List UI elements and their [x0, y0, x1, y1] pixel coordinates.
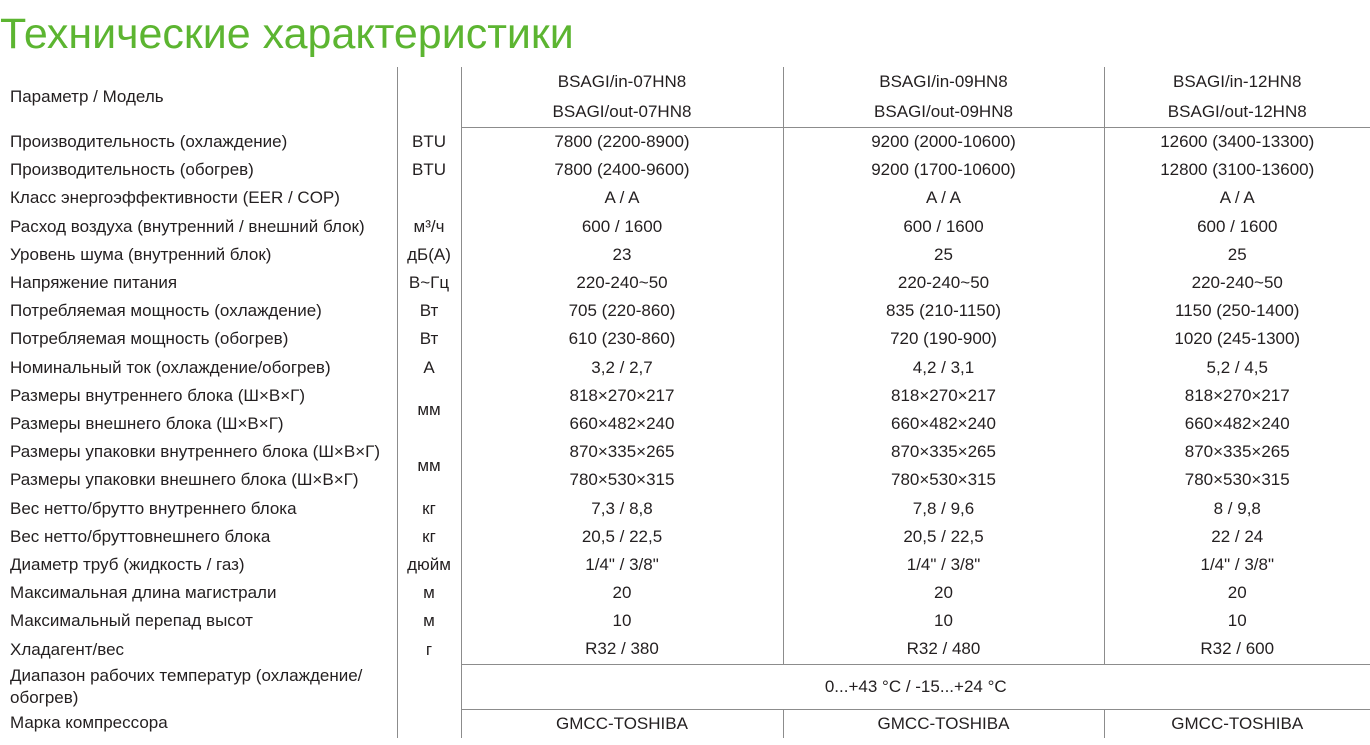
row-unit [397, 184, 461, 212]
model-2-indoor: BSAGI/in-09HN8 [783, 67, 1104, 97]
row-value-model-2: 1/4" / 3/8" [783, 551, 1104, 579]
table-row [0, 494, 1370, 522]
row-value-model-1: 20 [461, 579, 783, 607]
table-row [0, 579, 1370, 607]
row-value-model-3: 25 [1104, 241, 1370, 269]
table-row [0, 607, 1370, 635]
row-unit: Вт [397, 297, 461, 325]
row-value-model-3: 1020 (245-1300) [1104, 325, 1370, 353]
row-value-model-3: 12800 (3100-13600) [1104, 156, 1370, 184]
table-row [0, 466, 1370, 494]
row-value-model-1: 705 (220-860) [461, 297, 783, 325]
row-unit: мм [397, 382, 461, 438]
row-param: Расход воздуха (внутренний / внешний блок) [10, 216, 365, 236]
row-value-model-1: 600 / 1600 [461, 213, 783, 241]
row-value-model-2: R32 / 480 [783, 635, 1104, 664]
table-row [0, 297, 1370, 325]
row-unit: мм [397, 438, 461, 494]
compressor-value-model-3: GMCC-TOSHIBA [1104, 709, 1370, 738]
row-value-model-2: 835 (210-1150) [783, 297, 1104, 325]
row-param: Класс энергоэффективности (EER / COP) [10, 188, 340, 208]
row-value-model-1: 220-240~50 [461, 269, 783, 297]
table-row [0, 241, 1370, 269]
compressor-value-model-2: GMCC-TOSHIBA [783, 709, 1104, 738]
compressor-row [0, 709, 1370, 738]
table-row [0, 523, 1370, 551]
row-param: Производительность (охлаждение) [10, 131, 288, 151]
row-value-model-3: 220-240~50 [1104, 269, 1370, 297]
row-unit: г [397, 635, 461, 664]
row-value-model-3: A / A [1104, 184, 1370, 212]
table-row [0, 635, 1370, 664]
row-value-model-2: 10 [783, 607, 1104, 635]
row-value-model-1: 20,5 / 22,5 [461, 523, 783, 551]
header-param-label: Параметр / Модель [10, 87, 164, 107]
row-param: Потребляемая мощность (охлаждение) [10, 301, 322, 321]
spec-table [0, 67, 1370, 738]
table-row [0, 438, 1370, 466]
row-value-model-3: 1/4" / 3/8" [1104, 551, 1370, 579]
row-value-model-1: 610 (230-860) [461, 325, 783, 353]
table-row [0, 156, 1370, 184]
temp-range-row [0, 664, 1370, 709]
row-value-model-1: 3,2 / 2,7 [461, 354, 783, 382]
row-value-model-2: A / A [783, 184, 1104, 212]
row-value-model-3: 1150 (250-1400) [1104, 297, 1370, 325]
row-value-model-3: 22 / 24 [1104, 523, 1370, 551]
row-value-model-2: 720 (190-900) [783, 325, 1104, 353]
row-unit: Вт [397, 325, 461, 353]
row-unit: кг [397, 494, 461, 522]
table-row [0, 128, 1370, 157]
row-value-model-1: 7800 (2200-8900) [461, 128, 783, 157]
row-value-model-2: 25 [783, 241, 1104, 269]
model-3-indoor: BSAGI/in-12HN8 [1104, 67, 1370, 97]
row-value-model-3: 10 [1104, 607, 1370, 635]
table-row [0, 269, 1370, 297]
header-unit-cell [397, 67, 461, 128]
row-value-model-1: 7,3 / 8,8 [461, 494, 783, 522]
row-value-model-1: 10 [461, 607, 783, 635]
row-param: Размеры внутреннего блока (Ш×В×Г) [10, 385, 306, 405]
row-param: Размеры внешнего блока (Ш×В×Г) [10, 413, 284, 433]
row-param: Хладагент/вес [10, 639, 125, 659]
row-unit: BTU [397, 128, 461, 157]
row-value-model-1: 780×530×315 [461, 466, 783, 494]
row-unit: А [397, 354, 461, 382]
page-title: Технические характеристики [0, 10, 574, 58]
row-value-model-3: 20 [1104, 579, 1370, 607]
row-value-model-1: 870×335×265 [461, 438, 783, 466]
row-value-model-3: 870×335×265 [1104, 438, 1370, 466]
row-value-model-2: 818×270×217 [783, 382, 1104, 410]
row-value-model-1: R32 / 380 [461, 635, 783, 664]
row-value-model-1: 1/4" / 3/8" [461, 551, 783, 579]
row-value-model-3: 8 / 9,8 [1104, 494, 1370, 522]
row-unit: дюйм [397, 551, 461, 579]
table-row [0, 410, 1370, 438]
row-value-model-1: 660×482×240 [461, 410, 783, 438]
table-row [0, 551, 1370, 579]
row-param: Производительность (обогрев) [10, 160, 254, 180]
row-unit: В~Гц [397, 269, 461, 297]
row-value-model-1: A / A [461, 184, 783, 212]
row-param: Номинальный ток (охлаждение/обогрев) [10, 357, 331, 377]
row-value-model-2: 20,5 / 22,5 [783, 523, 1104, 551]
row-param: Уровень шума (внутренний блок) [10, 244, 272, 264]
row-unit: м³/ч [397, 213, 461, 241]
row-value-model-3: 818×270×217 [1104, 382, 1370, 410]
row-value-model-1: 23 [461, 241, 783, 269]
row-value-model-2: 600 / 1600 [783, 213, 1104, 241]
row-value-model-1: 7800 (2400-9600) [461, 156, 783, 184]
row-value-model-3: 600 / 1600 [1104, 213, 1370, 241]
row-param: Потребляемая мощность (обогрев) [10, 329, 289, 349]
row-value-model-2: 20 [783, 579, 1104, 607]
row-value-model-3: R32 / 600 [1104, 635, 1370, 664]
row-value-model-3: 5,2 / 4,5 [1104, 354, 1370, 382]
header-row [0, 67, 1370, 97]
row-value-model-2: 660×482×240 [783, 410, 1104, 438]
row-param: Максимальный перепад высот [10, 611, 253, 631]
row-value-model-2: 220-240~50 [783, 269, 1104, 297]
model-2-outdoor: BSAGI/out-09HN8 [783, 97, 1104, 128]
row-value-model-2: 7,8 / 9,6 [783, 494, 1104, 522]
row-param: Вес нетто/брутто внутреннего блока [10, 498, 297, 518]
row-param: Напряжение питания [10, 273, 178, 293]
table-row [0, 213, 1370, 241]
row-value-model-3: 12600 (3400-13300) [1104, 128, 1370, 157]
compressor-unit [397, 709, 461, 738]
row-value-model-2: 4,2 / 3,1 [783, 354, 1104, 382]
row-value-model-2: 870×335×265 [783, 438, 1104, 466]
row-param: Диаметр труб (жидкость / газ) [10, 554, 245, 574]
row-param: Размеры упаковки внутреннего блока (Ш×В×Г) [10, 442, 380, 462]
row-unit: кг [397, 523, 461, 551]
row-param: Размеры упаковки внешнего блока (Ш×В×Г) [10, 470, 359, 490]
compressor-param: Марка компрессора [10, 713, 168, 733]
table-row [0, 382, 1370, 410]
model-1-outdoor: BSAGI/out-07HN8 [461, 97, 783, 128]
table-row [0, 184, 1370, 212]
row-value-model-2: 9200 (2000-10600) [783, 128, 1104, 157]
table-row [0, 325, 1370, 353]
table-row [0, 354, 1370, 382]
row-value-model-3: 660×482×240 [1104, 410, 1370, 438]
temp-range-param: Диапазон рабочих температур (охлаждение/обогрев) [10, 665, 363, 707]
row-unit: BTU [397, 156, 461, 184]
model-3-outdoor: BSAGI/out-12HN8 [1104, 97, 1370, 128]
row-param: Максимальная длина магистрали [10, 583, 277, 603]
row-value-model-2: 780×530×315 [783, 466, 1104, 494]
row-unit: дБ(А) [397, 241, 461, 269]
temp-range-unit [397, 664, 461, 709]
row-unit: м [397, 579, 461, 607]
model-1-indoor: BSAGI/in-07HN8 [461, 67, 783, 97]
row-value-model-1: 818×270×217 [461, 382, 783, 410]
row-value-model-3: 780×530×315 [1104, 466, 1370, 494]
compressor-value-model-1: GMCC-TOSHIBA [461, 709, 783, 738]
temp-range-value: 0...+43 °C / -15...+24 °C [461, 664, 1370, 709]
row-unit: м [397, 607, 461, 635]
row-value-model-2: 9200 (1700-10600) [783, 156, 1104, 184]
row-param: Вес нетто/бруттовнешнего блока [10, 526, 271, 546]
